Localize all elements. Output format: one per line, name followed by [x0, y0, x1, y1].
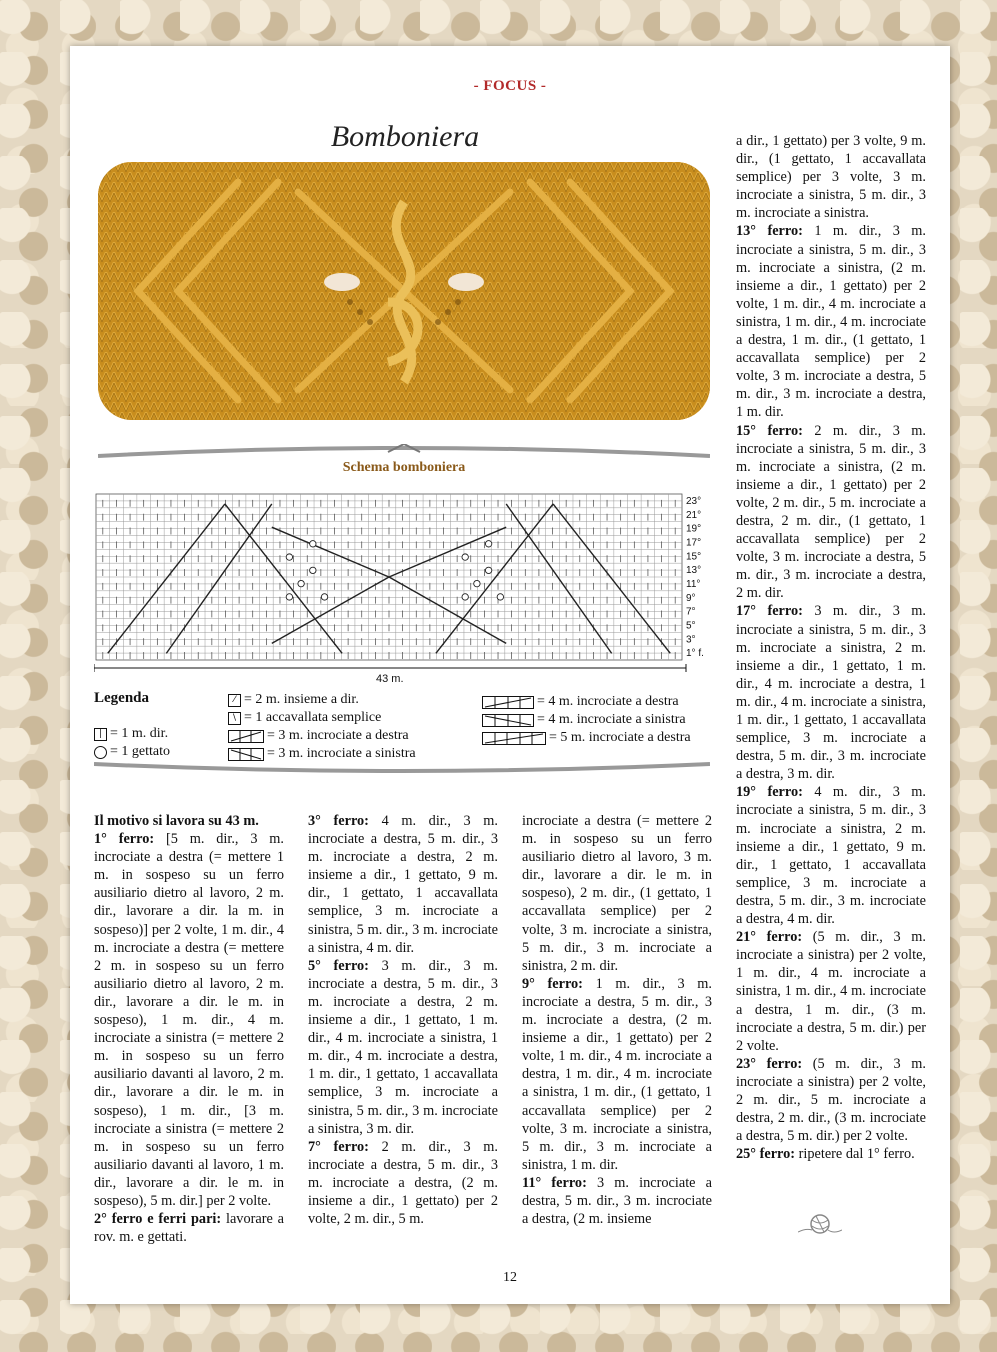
divider-ornament [98, 444, 710, 458]
yarn-ball-icon [798, 1212, 842, 1236]
chart-yarnover-mark [474, 580, 480, 586]
row-text: 2 m. dir., 3 m. incrociate a destra, 5 m. dir., 3 m. incrociate a destra, (2 m. insieme a dir., 1 gettato) per 2 volte, 2 m. dir., 5 m. [308, 1138, 498, 1228]
pattern-title: Bomboniera [330, 120, 480, 153]
row-label: 1° ferro: [94, 831, 155, 848]
row-label: 3° ferro: [308, 813, 369, 829]
row-text: 1 m. dir., 3 m. incrociate a sinistra, 5 m. dir., 3 m. incrociate a sinistra, (2 m. insieme a dir., 1 gettato) per 2 volte, 1 m. dir., 4 m. incrociate a sinistra, 1 m. dir., 4 m. incrociate a destra, 1 m. dir., (1 gettato, 1 accavallata semplice) per 2 volte, 3 m. incrociate a destra, 5 m. dir., 3 m. incrociate a destra, 1 m. dir. [736, 223, 926, 421]
divider-ornament-bottom [94, 762, 710, 774]
legend-knit-text: = 1 m. dir. [110, 726, 169, 741]
chart-yarnover-mark [310, 541, 316, 547]
row-text: 4 m. dir., 3 m. incrociate a sinistra, 5 m. dir., 3 m. incrociate a sinistra, 2 m. insieme a dir., 1 gettato, 9 m. dir., 1 gettato, 1 accavallata semplice, 3 m. incrociate a destra, 5 m. dir., 3 m. incrociate a destra, 4 m. dir. [736, 784, 926, 928]
row-text: a dir., 1 gettato) per 3 volte, 9 m. dir., (1 gettato, 1 accavallata semplice) per 3 volte, 3 m. incrociate a sinistra, 5 m. dir., 3 m. incrociate a sinistra. [736, 133, 926, 222]
legend-cable4-right-text: = 4 m. incrociate a destra [537, 694, 679, 709]
cable3-right-icon [228, 730, 264, 743]
chart-row-label: 3° [686, 634, 696, 646]
chart-yarnover-mark [462, 594, 468, 600]
chart-row-label: 15° [686, 551, 702, 563]
row-text: lavorare a rov. m. e gettati. [94, 1211, 284, 1246]
instructions-column-4 [736, 132, 926, 1163]
row-label: 11° ferro: [522, 1174, 587, 1191]
legend-cable3-right-text: = 3 m. incrociate a destra [267, 728, 409, 743]
legend-skp [228, 710, 381, 726]
chart-yarnover-mark [286, 594, 292, 600]
row-label: 9° ferro: [522, 975, 583, 992]
legend-cable3-left-text: = 3 m. incrociate a sinistra [267, 746, 416, 761]
legend-cable5-right-text: = 5 m. incrociate a destra [549, 730, 691, 745]
chart-yarnover-mark [485, 541, 491, 547]
row-label: 19° ferro: [736, 784, 803, 801]
yarnover-circle-icon [94, 746, 107, 759]
row-text: 1 m. dir., 3 m. incrociate a destra, 5 m. dir., 3 m. incrociate a destra, (2 m. insieme a dir., 1 gettato) per 2 volte, 1 m. dir., 4 m. incrociate a destra, 1 m. dir., 4 m. incrociate a sinistra, 1 m. dir., (1 gettato, 1 accavallata semplice) per 2 volte, 3 m. incrociate a sinistra, 5 m. dir., 3 m. incrociate a sinistra, 1 m. dir. [522, 975, 712, 1173]
section-header: - FOCUS - [473, 78, 547, 94]
row-text: 3 m. dir., 3 m. incrociate a sinistra, 5 m. dir., 3 m. incrociate a sinistra, 2 m. insieme a dir., 1 gettato, 1 m. dir., 4 m. incrociate a destra, 1 m. dir., 4 m. incrociate a sinistra, 1 m. dir., 1 gettato, 1 accavallata semplice, 3 m. incrociate a destra, 5 m. dir., 3 m. incrociate a destra, 3 m. dir. [736, 603, 926, 783]
legend-yarnover-text: = 1 gettato [110, 744, 170, 759]
magazine-page [70, 46, 950, 1304]
instructions-column-1 [94, 812, 284, 1246]
legend-k2tog [228, 692, 359, 708]
legend-cable5-right [482, 730, 691, 746]
chart-row-label: 21° [686, 509, 702, 521]
row-label: 7° ferro: [308, 1138, 369, 1155]
legend-cable4-left-text: = 4 m. incrociate a sinistra [537, 712, 686, 727]
legend-knit [94, 726, 168, 742]
chart-row-label: 23° [686, 495, 702, 507]
chart-row-label: 7° [686, 606, 696, 618]
page-number: 12 [503, 1270, 517, 1285]
chart-row-label: 1° f. [686, 648, 704, 660]
row-text: ripetere dal 1° ferro. [795, 1146, 915, 1163]
row-text: (5 m. dir., 3 m. incrociate a sinistra) per 2 volte, 2 m. dir., 5 m. incrociate a destra, 2 m. dir., (3 m. incrociate a destra, 5 m. dir.) per 2 volte. [736, 1055, 926, 1145]
legend-cable4-left [482, 712, 686, 728]
row-text: [5 m. dir., 3 m. incrociate a destra (= mettere 1 m. in sospeso su un ferro ausiliario dietro al lavoro, 2 m. dir., lavorare a dir. la m. in sospeso)] per 2 volte, 1 m. dir., 4 m. incrociate a destra (= mettere 2 m. in sospeso su un ferro ausiliario dietro al lavoro, 2 m. dir., lavorare a dir. le m. in sospeso), 1 m. dir., 4 m. incrociate a sinistra (= mettere 2 m. in sospeso su un ferro ausiliario davanti al lavoro, 2 m. dir., lavorare a dir. le m. in sospeso), 1 m. dir., [3 m. incrociate a sinistra (= mettere 2 m. in sospeso su un ferro ausiliario davanti al lavoro, 1 m. dir., lavorare a dir. le m. in sospeso), 5 m. dir.] per 2 volte. [94, 831, 285, 1209]
chart-row-label: 9° [686, 592, 696, 604]
row-text: 3 m. incrociate a destra, 5 m. dir., 3 m. incrociate a destra, (2 m. insieme [522, 1174, 713, 1228]
row-label: 17° ferro: [736, 603, 803, 620]
row-label: 2° ferro e ferri pari: [94, 1211, 222, 1228]
chart-row-label: 17° [686, 537, 702, 549]
chart-row-label: 19° [686, 523, 702, 535]
knit-swatch-photo [98, 162, 710, 420]
cable4-right-icon [482, 696, 534, 709]
cable3-left-icon [228, 748, 264, 761]
knit-box-icon: | [94, 728, 107, 741]
legend-cable4-right [482, 694, 679, 710]
k2tog-box-icon: ⁄ [228, 694, 241, 707]
legend-title: Legenda [94, 690, 150, 706]
chart-row-label: 11° [686, 578, 701, 590]
row-label: 5° ferro: [308, 957, 369, 974]
chart-yarnover-mark [497, 594, 503, 600]
row-text: 3 m. dir., 3 m. incrociate a destra, 5 m. dir., 3 m. incrociate a destra, 2 m. insieme a dir., 1 gettato, 1 m. dir., 4 m. incrociate a sinistra, 1 m. dir., 4 m. incrociate a destra, 1 m. dir., 1 gettato, 1 accavallata semplice, 3 m. incrociate a sinistra, 5 m. dir., 3 m. incrociate a sinistra, 3 m. dir. [308, 957, 498, 1137]
row-text: (5 m. dir., 3 m. incrociate a sinistra) per 2 volte, 1 m. dir., 4 m. incrociate a sinistra, 1 m. dir., 4 m. incrociate a destra, 1 m. dir., (3 m. incrociate a destra, 5 m. dir.) per 2 volte. [736, 929, 926, 1054]
legend-skp-text: = 1 accavallata semplice [244, 710, 382, 725]
pattern-intro: Il motivo si lavora su 43 m. [94, 813, 259, 829]
row-label: 23° ferro: [736, 1055, 803, 1072]
knitting-chart [94, 490, 714, 686]
legend-k2tog-text: = 2 m. insieme a dir. [244, 692, 359, 707]
row-label: 21° ferro: [736, 929, 803, 946]
instructions-column-3 [522, 812, 712, 1228]
chart-yarnover-mark [462, 554, 468, 560]
legend-yarnover [94, 744, 170, 760]
chart-yarnover-mark [485, 567, 491, 573]
schema-title: Schema bomboniera [342, 460, 466, 475]
chart-row-label: 13° [686, 565, 702, 577]
row-text: 4 m. dir., 3 m. incrociate a destra, 5 m. dir., 3 m. incrociate a destra, 2 m. insieme a dir., 1 gettato, 9 m. dir., 1 gettato, 1 accavallata semplice, 3 m. incrociate a sinistra, 5 m. dir., 3 m. incrociate a sinistra, 4 m. dir. [308, 813, 498, 956]
chart-yarnover-mark [310, 567, 316, 573]
legend-cable3-right [228, 728, 409, 744]
row-label: 25° ferro: [736, 1146, 796, 1163]
row-label: 13° ferro: [736, 223, 803, 240]
chart-yarnover-mark [298, 580, 304, 586]
chart-width-label: 43 m. [376, 673, 404, 685]
row-text: incrociate a destra (= mettere 2 m. in sospeso su un ferro ausiliario dietro al lavoro, 3 m. dir., lavorare a dir. le m. in sospeso), 2 m. dir., (1 gettato, 1 accavallata semplice) per 2 volte, 3 m. incrociate a sinistra, 5 m. dir., 3 m. incrociate a sinistra, 2 m. dir. [522, 813, 712, 974]
instructions-column-2 [308, 812, 498, 1228]
row-label: 15° ferro: [736, 422, 803, 439]
chart-yarnover-mark [321, 594, 327, 600]
legend-cable3-left [228, 746, 416, 762]
skp-box-icon: \ [228, 712, 241, 725]
cable5-right-icon [482, 732, 546, 745]
chart-row-label: 5° [686, 620, 696, 632]
cable4-left-icon [482, 714, 534, 727]
row-text: 2 m. dir., 3 m. incrociate a sinistra, 5 m. dir., 3 m. incrociate a sinistra, (2 m. insieme a dir., 1 gettato) per 2 volte, 2 m. dir., 5 m. incrociate a destra, 2 m. dir., (1 gettato, 1 accavallata semplice) per 2 volte, 3 m. incrociate a destra, 5 m. dir., 3 m. incrociate a destra, 2 m. dir. [736, 422, 926, 602]
chart-yarnover-mark [286, 554, 292, 560]
